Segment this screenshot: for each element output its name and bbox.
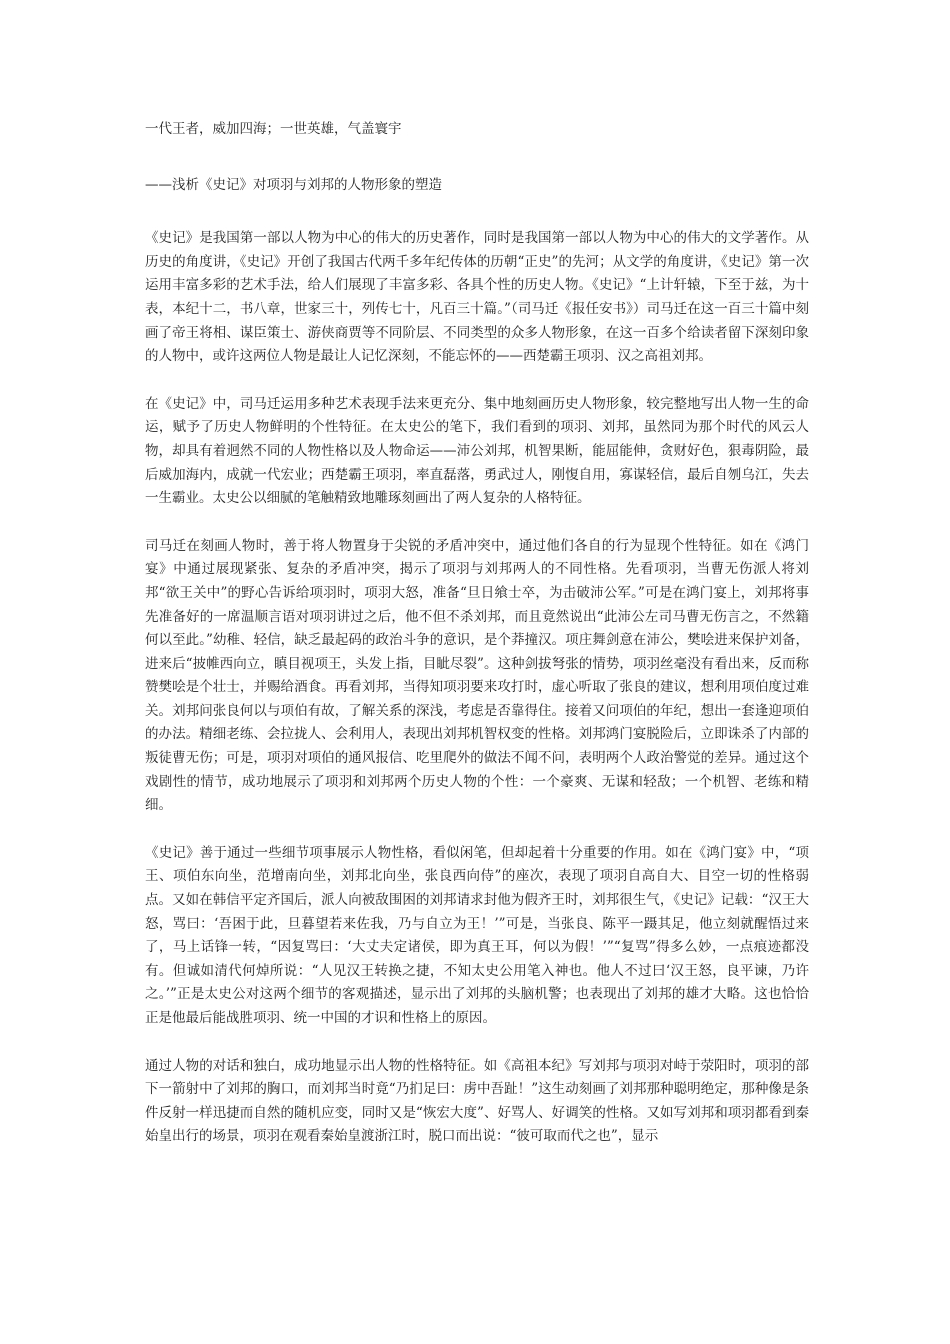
document-subtitle: ——浅析《史记》对项羽与刘邦的人物形象的塑造	[145, 176, 442, 193]
paragraph-portrayal: 在《史记》中，司马迁运用多种艺术表现手法来更充分、集中地刻画历史人物形象，较完整地写出人物一生的命运，赋予了历史人物鲜明的个性特征。在太史公的笔下，我们看到的项羽、刘邦，虽然同为那个时代的风云人物，却具有着迥然不同的人物性格以及人物命运——沛公刘邦，机智果断，能屈能伸，贪财好色，狠毒阴险，最后威加海内，成就一代宏业；西楚霸王项羽，率直磊落，勇武过人，刚愎自用，寡谋轻信，最后自刎乌江，失去一生霸业。太史公以细腻的笔触精致地雕琢刻画出了两人复杂的人格特征。	[145, 395, 809, 507]
paragraph-conflict: 司马迁在刻画人物时，善于将人物置身于尖锐的矛盾冲突中，通过他们各自的行为显现个性特征。如在《鸿门宴》中通过展现紧张、复杂的矛盾冲突，揭示了项羽与刘邦两人的不同性格。先看项羽，当曹无伤派人将刘邦“欲王关中”的野心告诉给项羽时，项羽大怒，准备“旦日飨士卒，为击破沛公军。”可是在鸿门宴上，刘邦将事先准备好的一席温顺言语对项羽讲过之后，他不但不杀刘邦，而且竟然说出“此沛公左司马曹无伤言之，不然籍何以至此。”幼稚、轻信，缺乏最起码的政治斗争的意识，是个莽撞汉。项庄舞剑意在沛公，樊哙进来保护刘备，进来后“披帷西向立，瞋目视项王，头发上指，目眦尽裂”。这种剑拔弩张的情势，项羽丝毫没有看出来，反而称赞樊哙是个壮士，并赐给酒食。再看刘邦，当得知项羽要来攻打时，虚心听取了张良的建议，想利用项伯度过难关。刘邦问张良何以与项伯有故，了解关系的深浅，考虑是否靠得住。接着又问项伯的年纪，想出一套逢迎项伯的办法。精细老练、会拉拢人、会利用人，表现出刘邦机智权变的性格。刘邦鸿门宴脱险后，立即诛杀了内部的叛徒曹无伤；可是，项羽对项伯的通风报信、吃里爬外的做法不闻不问，表明两个人政治警觉的差异。通过这个戏剧性的情节，成功地展示了项羽和刘邦两个历史人物的个性：一个豪爽、无谋和轻敌；一个机智、老练和精细。	[145, 537, 809, 814]
paragraph-dialogue: 通过人物的对话和独白，成功地显示出人物的性格特征。如《高祖本纪》写刘邦与项羽对峙于荥阳时，项羽的部下一箭射中了刘邦的胸口，而刘邦当时竟“乃扪足曰：虏中吾趾！”这生动刻画了刘邦那种聪明绝定，那种像是条件反射一样迅捷而自然的随机应变，同时又是“恢宏大度”、好骂人、好调笑的性格。又如写刘邦和项羽都看到秦始皇出行的场景，项羽在观看秦始皇渡浙江时，脱口而出说：“彼可取而代之也”，显示	[145, 1057, 809, 1145]
paragraph-intro: 《史记》是我国第一部以人物为中心的伟大的历史著作，同时是我国第一部以人物为中心的伟大的文学著作。从历史的角度讲，《史记》开创了我国古代两千多年纪传体的历朝“正史”的先河；从文学的角度讲，《史记》第一次运用丰富多彩的艺术手法，给人们展现了丰富多彩、各具个性的历史人物。《史记》“上计轩辕，下至于兹，为十表，本纪十二，书八章，世家三十，列传七十，凡百三十篇。”（司马迁《报任安书》）司马迁在这一百三十篇中刻画了帝王将相、谋臣策士、游侠商贾等不同阶层、不同类型的众多人物形象，在这一百多个给读者留下深刻印象的人物中，或许这两位人物是最让人记忆深刻，不能忘怀的——西楚霸王项羽、汉之高祖刘邦。	[145, 230, 809, 365]
document-page	[145, 118, 809, 1173]
document-title: 一代王者，威加四海；一世英雄，气盖寰宇	[145, 121, 402, 137]
paragraph-details: 《史记》善于通过一些细节项事展示人物性格，看似闲笔，但却起着十分重要的作用。如在《鸿门宴》中，“项王、项伯东向坐，范增南向坐，刘邦北向坐，张良西向侍”的座次，表现了项羽自高自大、目空一切的性格弱点。又如在韩信平定齐国后，派人向被敌围困的刘邦请求封他为假齐王时，刘邦很生气，《史记》记载：“汉王大怒，骂曰：‘吾困于此，旦暮望若来佐我，乃与自立为王！’”可是，当张良、陈平一蹑其足，他立刻就醒悟过来了，马上话锋一转，“因复骂曰：‘大丈夫定诸侯，即为真王耳，何以为假！’”“复骂”得多么妙，一点痕迹都没有。但诚如清代何焯所说：“人见汉王转换之捷，不知太史公用笔入神也。他人不过曰‘汉王怒，良平谏，乃许之。’”正是太史公对这两个细节的客观描述，显示出了刘邦的头脑机警；也表现出了刘邦的雄才大略。这也恰恰正是他最后能战胜项羽、统一中国的才识和性格上的原因。	[145, 844, 809, 1026]
